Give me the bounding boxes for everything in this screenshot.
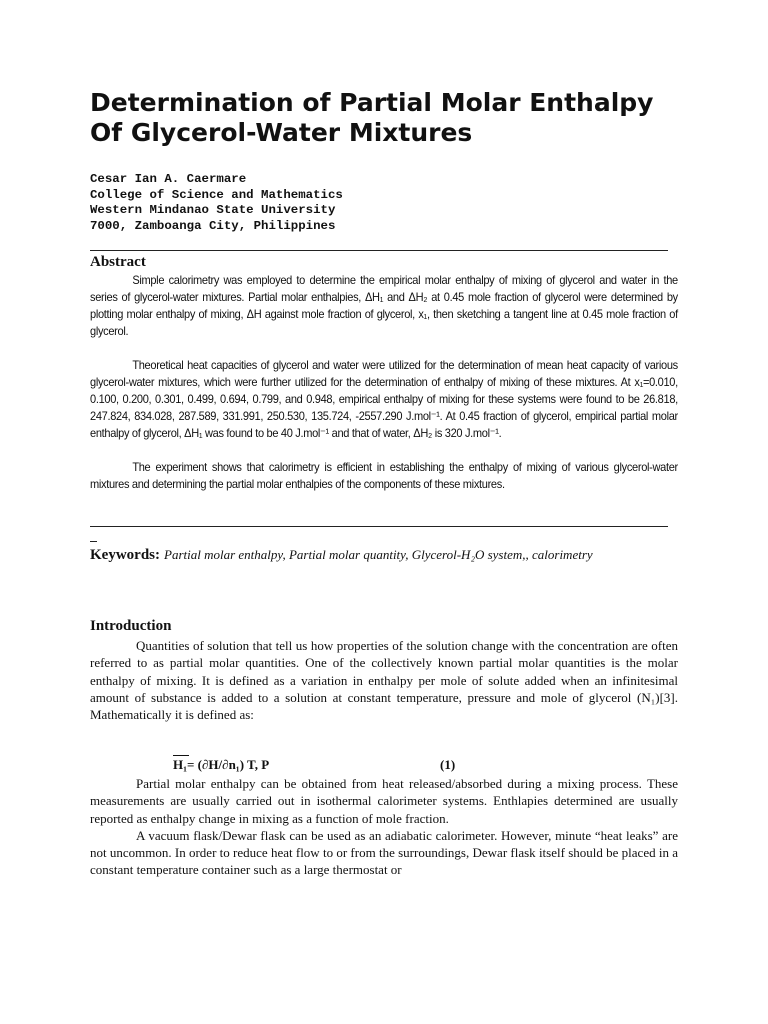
equation-1 xyxy=(173,757,473,773)
author-college: College of Science and Mathematics xyxy=(90,187,343,202)
introduction-paragraph-2: Partial molar enthalpy can be obtained from heat released/absorbed during a mixing process. These measurements are usually carried out in isothermal calorimeter systems. Enthlapies determined are usually reported as enthalpy change in mixing as a function of mole fraction. xyxy=(90,776,678,826)
author-block xyxy=(90,172,343,235)
equation-lhs: H₁ xyxy=(173,757,188,772)
title-line-1: Determination of Partial Molar Enthalpy xyxy=(90,88,654,117)
title-line-2: Of Glycerol-Water Mixtures xyxy=(90,118,473,147)
divider-bottom xyxy=(90,526,668,527)
equation-number: (1) xyxy=(440,757,456,772)
introduction-body-1 xyxy=(90,637,678,723)
author-address: 7000, Zamboanga City, Philippines xyxy=(90,219,336,234)
abstract-body xyxy=(90,272,678,493)
author-university: Western Mindanao State University xyxy=(90,203,336,218)
keywords-label: Keywords: xyxy=(90,547,160,563)
introduction-paragraph-3: A vacuum flask/Dewar flask can be used as an adiabatic calorimeter. However, minute “heat leaks” are not uncommon. In order to reduce heat flow to or from the surroundings, Dewar flask itself should be placed in a constant temperature container such as a large thermostat or xyxy=(90,827,678,878)
introduction-body-2 xyxy=(90,775,678,879)
introduction-heading: Introduction xyxy=(90,618,172,634)
abstract-paragraph-1: Simple calorimetry was employed to determine the empirical molar enthalpy of mixing of glycerol and water in the series of glycerol-water mixtures. Partial molar enthalpies, ΔH₁ and ΔH₂ at 0.45 mole fraction of glycerol were determined by plotting molar enthalpy of mixing, ΔH against mole fraction of glycerol, x₁, then sketching a tangent line at 0.45 mole fraction of glycerol. xyxy=(90,273,678,338)
equation-rhs: = (∂H/∂n₁) T, P xyxy=(187,757,270,772)
keywords-line xyxy=(90,546,593,564)
introduction-paragraph-1: Quantities of solution that tell us how properties of the solution change with the concentration are often referred to as partial molar quantities. One of the collectively known partial molar quantities is the molar enthalpy of mixing. It is defined as a variation in enthalpy per mole of solute added when an infinitesimal amount of substance is added to a solution at constant temperature, pressure and mole of glycerol (N₁)[3]. Mathematically it is defined as: xyxy=(90,638,678,723)
paper-title xyxy=(90,88,690,148)
keywords-text: Partial molar enthalpy, Partial molar quantity, Glycerol-H₂O system,, calorimetry xyxy=(164,547,593,562)
abstract-paragraph-3: The experiment shows that calorimetry is efficient in establishing the enthalpy of mixing of various glycerol-water mixtures and determining the partial molar enthalpies of the components of these mixtures. xyxy=(90,460,678,491)
divider-tail xyxy=(90,541,97,542)
divider-top xyxy=(90,250,668,251)
abstract-paragraph-2: Theoretical heat capacities of glycerol and water were utilized for the determination of mean heat capacity of various glycerol-water mixtures, which were further utilized for the determination of enthalpy of mixing of these mixtures. At x₁=0.010, 0.100, 0.200, 0.301, 0.499, 0.694, 0.799, and 0.948, empirical enthalpy of mixing for these systems were found to be 26.818, 247.824, 834.028, 287.589, 331.991, 250.530, 135.724, -2557.290 J.mol⁻¹. At 0.45 fraction of glycerol, empirical partial molar enthalpy of glycerol, ΔH₁ was found to be 40 J.mol⁻¹ and that of water, ΔH₂ is 320 J.mol⁻¹. xyxy=(90,358,678,440)
author-name: Cesar Ian A. Caermare xyxy=(90,172,247,186)
equation-overline xyxy=(173,755,189,756)
abstract-heading: Abstract xyxy=(90,254,146,270)
